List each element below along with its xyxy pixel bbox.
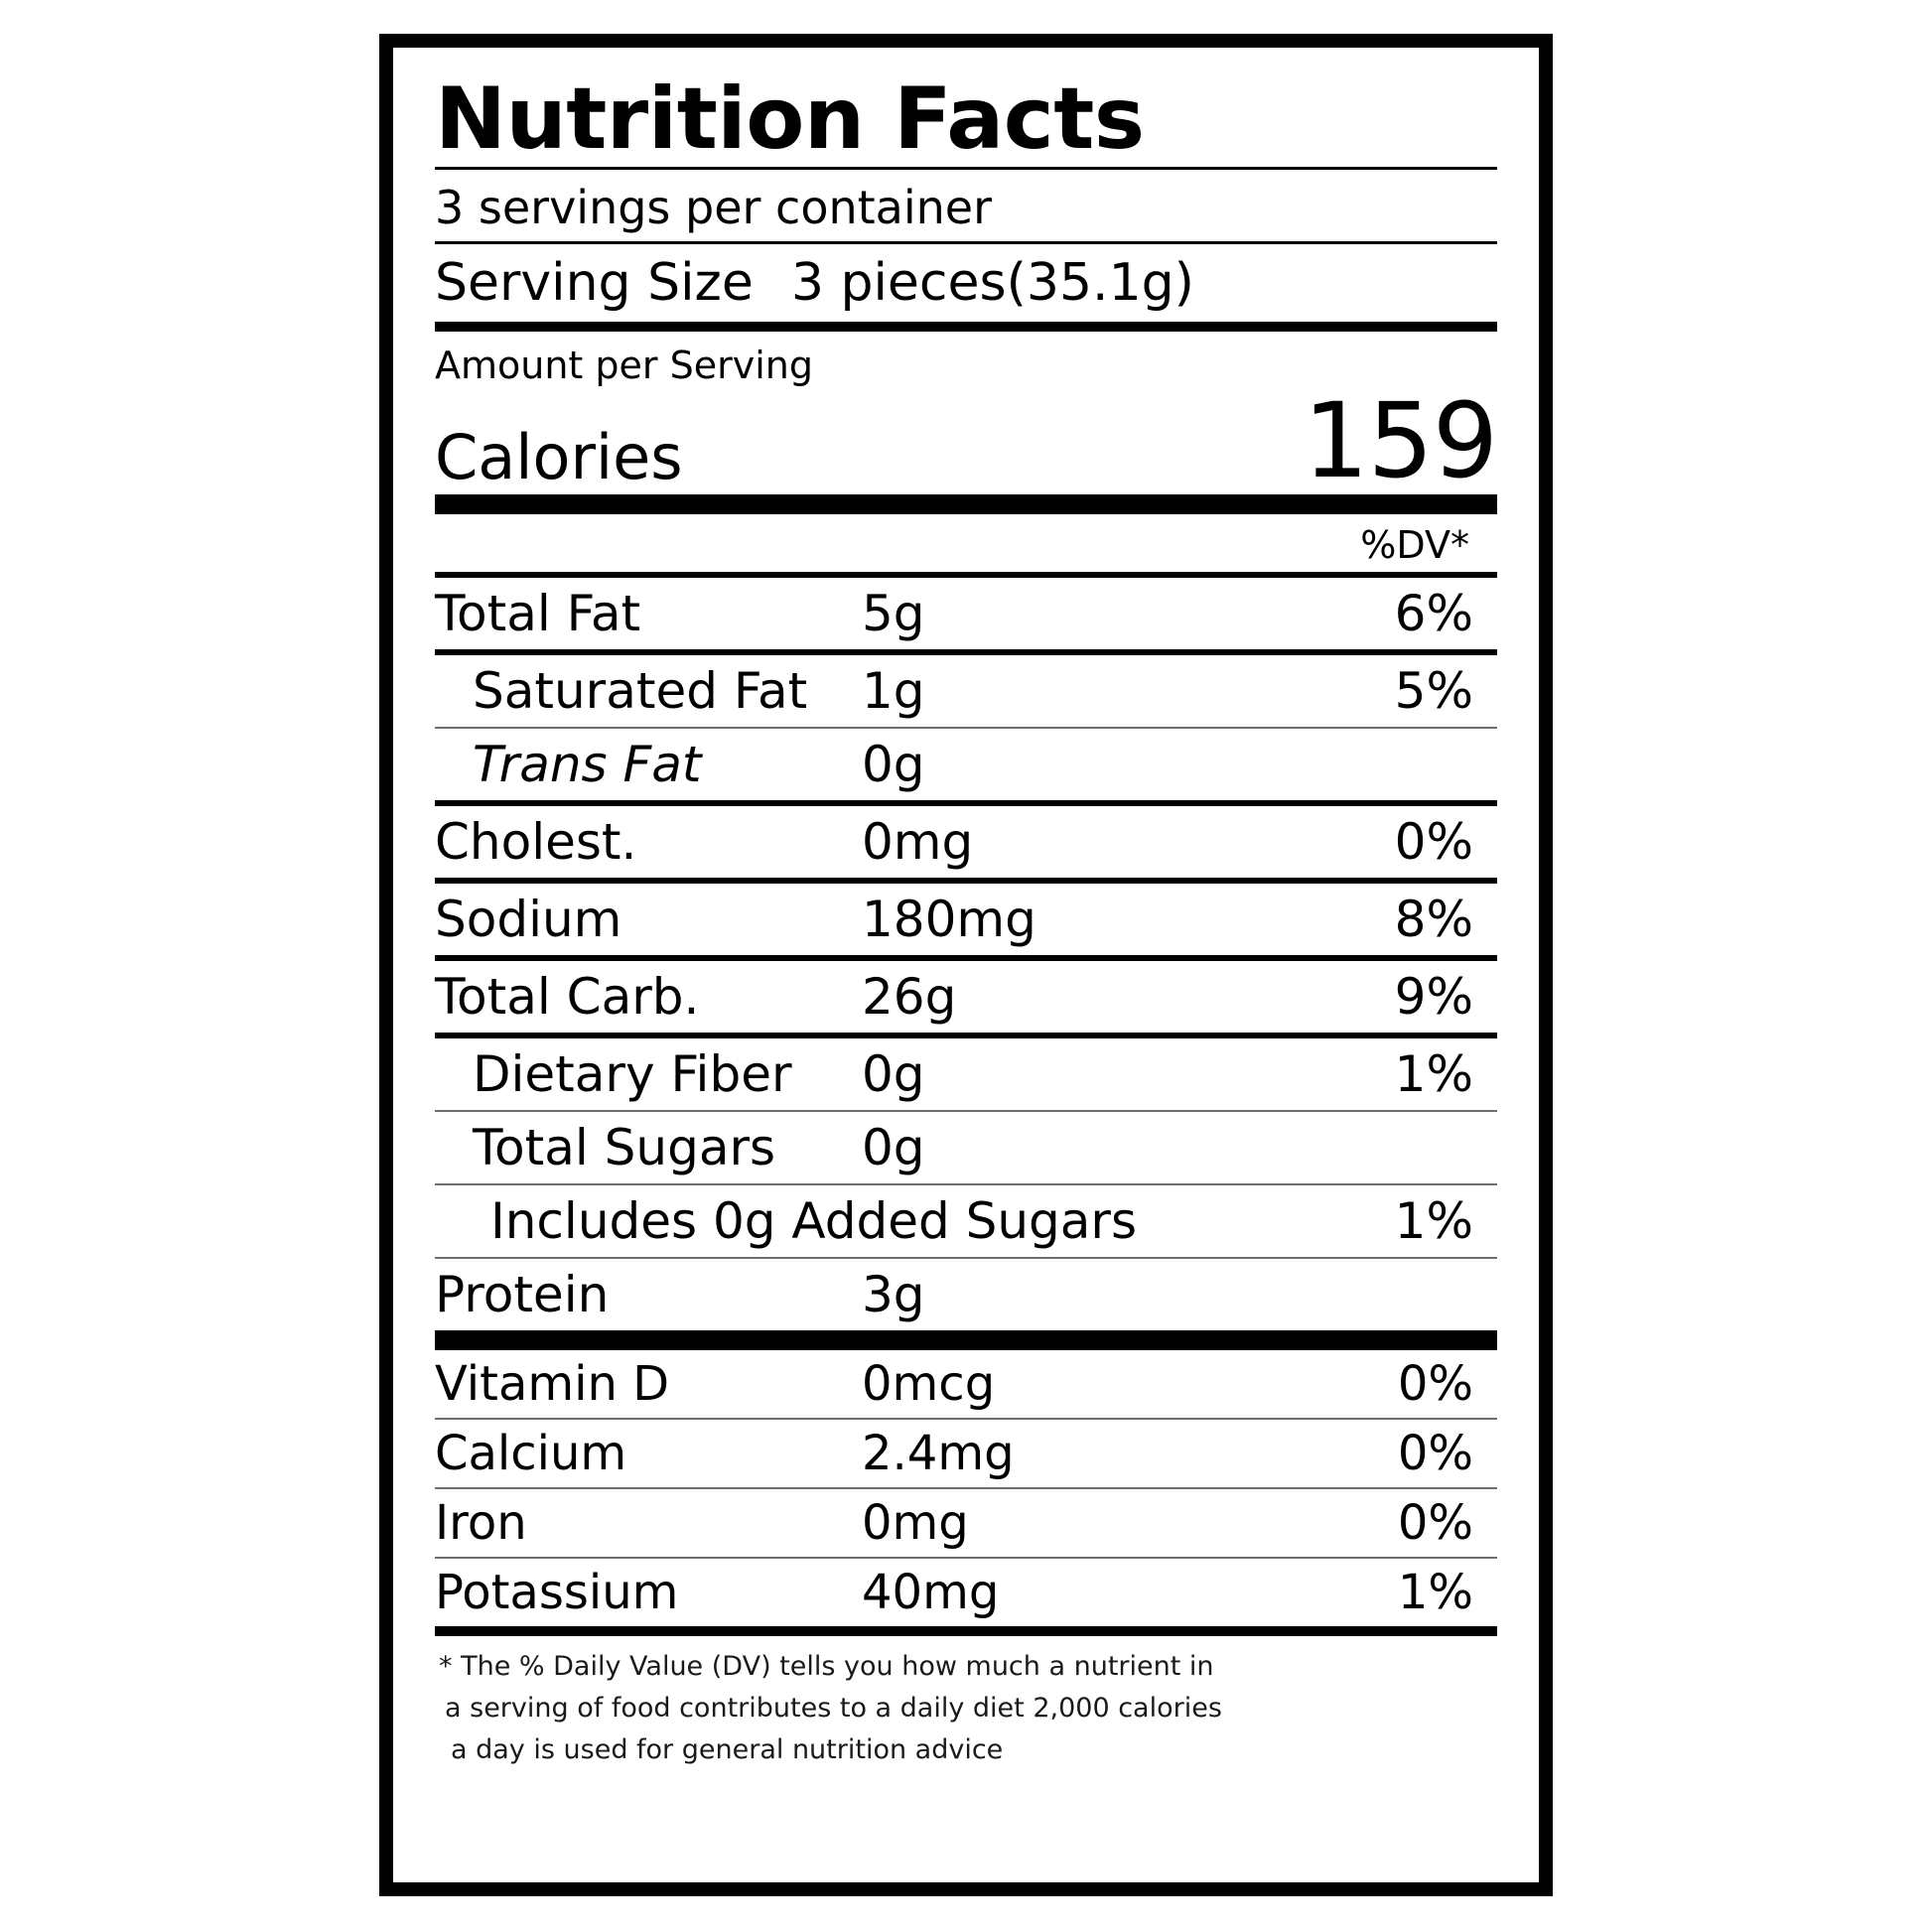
nutrient-dv: 8% [1394,891,1473,948]
nutrient-amount: 0g [862,736,925,793]
nutrient-row-vitamin-d [435,1350,1497,1420]
nutrient-amount: 0g [862,1045,925,1103]
serving-size-row [435,244,1497,332]
nutrient-name: Protein [435,1266,610,1323]
nutrient-dv: 6% [1394,585,1473,642]
nutrient-amount: 180mg [862,891,1036,948]
footnote-line-1: * The % Daily Value (DV) tells you how much a nutrient in [439,1651,1214,1682]
nutrient-name: Total Sugars [473,1119,776,1176]
nutrient-amount: 3g [862,1266,925,1323]
nutrient-row-added-sugars [435,1185,1497,1259]
nutrient-amount: 0mg [862,813,974,871]
nutrient-name: Sodium [435,891,622,948]
nutrient-row-total-carb [435,961,1497,1038]
nutrient-amount: 0mcg [862,1356,996,1412]
nutrient-row-cholesterol [435,806,1497,884]
nutrient-amount: 0g [862,1119,925,1176]
nutrient-dv: 0% [1397,1426,1473,1481]
nutrient-dv: 0% [1397,1356,1473,1412]
servings-per-container: 3 servings per container [435,170,1497,244]
nutrient-name: Total Fat [435,585,641,642]
daily-value-header: %DV* [435,514,1497,578]
nutrient-row-protein [435,1259,1497,1350]
nutrient-row-total-fat [435,578,1497,655]
nutrient-name: Cholest. [435,813,637,871]
nutrient-row-sodium [435,884,1497,961]
nutrition-facts-title: Nutrition Facts [435,71,1497,170]
nutrient-dv: 0% [1397,1495,1473,1551]
daily-value-footnote [435,1636,1497,1771]
nutrient-dv: 1% [1397,1565,1473,1620]
nutrient-row-total-sugars [435,1112,1497,1185]
serving-size-label: Serving Size [435,253,754,313]
nutrient-name: Iron [435,1495,527,1551]
calories-label: Calories [435,421,683,493]
serving-size-value: 3 pieces(35.1g) [790,253,1194,313]
nutrient-amount: 2.4mg [862,1426,1015,1481]
nutrient-dv: 5% [1394,662,1473,720]
nutrient-dv: 9% [1394,968,1473,1026]
nutrient-row-calcium [435,1420,1497,1489]
nutrition-facts-content [435,71,1497,1866]
footnote-line-3: a day is used for general nutrition advice [451,1734,1004,1765]
nutrient-name: Includes 0g Added Sugars [490,1192,1138,1250]
nutrient-name: Trans Fat [473,736,702,793]
nutrient-dv: 1% [1394,1045,1473,1103]
nutrient-row-iron [435,1489,1497,1559]
calories-value: 159 [1303,380,1497,501]
nutrient-row-saturated-fat [435,655,1497,729]
calories-row [435,380,1497,514]
amount-per-serving-label: Amount per Serving [435,344,813,387]
nutrient-name: Potassium [435,1565,679,1620]
nutrient-dv: 0% [1394,813,1473,871]
nutrition-facts-panel [379,34,1553,1896]
nutrient-amount: 26g [862,968,957,1026]
nutrient-amount: 1g [862,662,925,720]
nutrient-row-potassium [435,1559,1497,1636]
nutrient-amount: 40mg [862,1565,1000,1620]
nutrient-row-dietary-fiber [435,1038,1497,1112]
nutrient-name: Vitamin D [435,1356,670,1412]
nutrient-name: Dietary Fiber [473,1045,792,1103]
footnote-line-2: a serving of food contributes to a daily diet 2,000 calories [445,1693,1222,1724]
nutrient-name: Total Carb. [435,968,700,1026]
nutrient-name: Calcium [435,1426,627,1481]
nutrient-amount: 5g [862,585,925,642]
nutrient-name: Saturated Fat [473,662,808,720]
nutrient-row-trans-fat [435,729,1497,806]
nutrient-amount: 0mg [862,1495,969,1551]
nutrient-dv: 1% [1394,1192,1473,1250]
